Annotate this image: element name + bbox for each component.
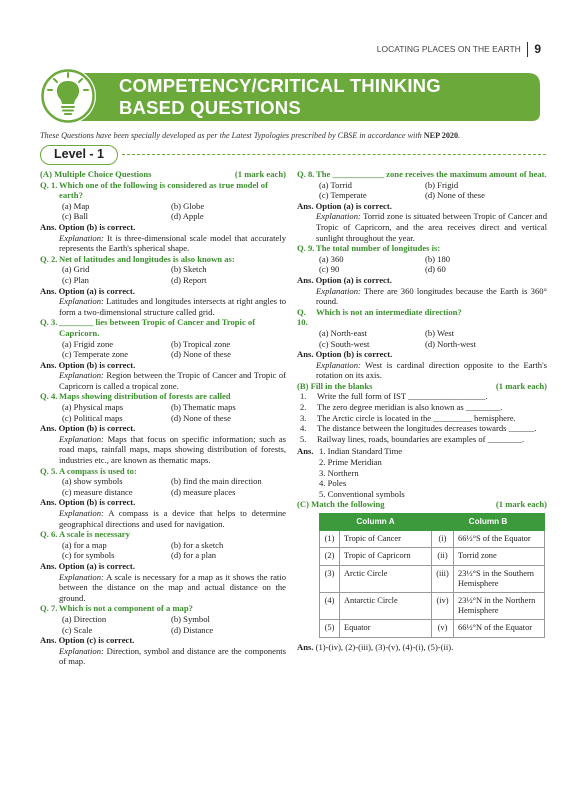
table-row xyxy=(320,593,545,620)
intro-nep: NEP 2020 xyxy=(423,131,459,140)
option-b: (b) West xyxy=(425,327,454,338)
intro-main: These Questions have been specially developed as per the Latest Typologies prescribed by CBSE in accordance with xyxy=(40,131,424,140)
explanation-text: It is three-dimensional scale model that accurately represents the Earth's spherical shape. xyxy=(59,232,286,254)
explanation xyxy=(40,233,286,254)
explanation xyxy=(40,296,286,317)
question-block-10 xyxy=(297,307,547,381)
option-b: (b) Sketch xyxy=(171,264,207,275)
cell: (ii) xyxy=(432,548,454,565)
explanation xyxy=(40,434,286,466)
question-text: Maps showing distribution of forests are called xyxy=(59,391,231,402)
explanation-text: Latitudes and longitudes intersects at right angles to form a two-dimensional structure called grid. xyxy=(59,296,286,317)
question-stem xyxy=(40,317,286,338)
cell: (1) xyxy=(320,531,340,548)
question-stem xyxy=(297,169,547,180)
question-stem xyxy=(297,307,547,328)
explanation-text: Maps that focus on specific information; such as road maps, rainfall maps, maps showing distribution of forests, industries etc., are known as thematic maps. xyxy=(59,433,286,466)
explanation-label: Explanation: xyxy=(59,645,104,656)
option-a: (a) Direction xyxy=(62,613,107,624)
section-a-heading xyxy=(40,169,286,180)
blank-text: Write the full form of IST __________________. xyxy=(317,391,488,402)
explanation-text: A compass is a device that helps to determine geographical directions and used for navigation. xyxy=(59,508,286,529)
options-row xyxy=(297,339,547,350)
options-row xyxy=(297,264,547,275)
blank-item xyxy=(297,434,547,445)
section-banner xyxy=(40,67,543,125)
options-row xyxy=(40,614,286,625)
question-block-2 xyxy=(40,254,286,318)
question-text: Net of latitudes and longitudes is also known as: xyxy=(59,253,235,264)
explanation-label: Explanation: xyxy=(59,370,104,381)
blank-number: 1. xyxy=(300,391,307,402)
explanation-text: There are 360 longitudes because the Earth is 360° round. xyxy=(316,285,547,307)
cell: (3) xyxy=(320,565,340,592)
running-title: LOCATING PLACES ON THE EARTH xyxy=(376,44,521,55)
option-d: (d) Distance xyxy=(171,624,214,635)
question-stem xyxy=(40,529,286,540)
question-block-5 xyxy=(40,466,286,530)
explanation xyxy=(297,211,547,243)
option-a: (a) Map xyxy=(62,200,90,211)
options-row xyxy=(40,201,286,212)
explanation-text: Region between the Tropic of Cancer and Tropic of Capricorn is called a tropical zone. xyxy=(59,370,286,391)
options-row xyxy=(40,550,286,561)
question-stem xyxy=(40,466,286,477)
blank-number: 2. xyxy=(300,402,307,413)
option-d: (d) Report xyxy=(171,274,207,285)
question-number: Q. 4. xyxy=(40,391,58,402)
question-text: Which one of the following is considered as true model of earth? xyxy=(59,179,268,201)
question-stem xyxy=(40,254,286,265)
blank-number: 4. xyxy=(300,423,307,434)
blank-number: 3. xyxy=(300,412,307,423)
banner-title xyxy=(119,75,441,119)
explanation xyxy=(297,286,547,307)
blank-text: The Arctic circle is located in the _________ hemisphere. xyxy=(317,412,516,423)
explanation xyxy=(40,370,286,391)
question-text: The total number of longitudes is: xyxy=(316,243,441,254)
option-d: (d) 60 xyxy=(425,264,446,275)
running-header xyxy=(377,42,541,57)
question-number: Q. 5. xyxy=(40,465,58,476)
level-heading xyxy=(40,143,546,167)
level-badge: Level - 1 xyxy=(40,145,118,165)
option-b: (b) find the main direction xyxy=(171,476,262,487)
section-a-title: (A) Multiple Choice Questions xyxy=(40,169,152,179)
answer-line: Ans. Option (b) is correct. xyxy=(40,221,136,232)
cell: 23½°S in the Southern Hemisphere xyxy=(454,565,545,592)
question-block-7 xyxy=(40,603,286,667)
options-row xyxy=(297,190,547,201)
option-b: (b) Frigid xyxy=(425,179,459,190)
options-row xyxy=(40,402,286,413)
cell: Tropic of Capricorn xyxy=(340,548,432,565)
explanation-text: Torrid zone is situated between Tropic of Cancer and Tropic of Capricorn, and the area receives direct and vertical sunlight throughout the year. xyxy=(316,211,547,243)
question-number: Q. 9. xyxy=(297,243,315,254)
explanation-text: West is cardinal direction opposite to the Earth's rotation on its axis. xyxy=(316,359,547,381)
explanation-label: Explanation: xyxy=(59,571,104,582)
question-number: Q. 1. xyxy=(40,179,58,190)
option-d: (d) None of these xyxy=(171,412,231,423)
explanation-label: Explanation: xyxy=(59,296,104,307)
cell: (iii) xyxy=(432,565,454,592)
question-block-6 xyxy=(40,529,286,603)
cell: (v) xyxy=(432,620,454,637)
explanation-label: Explanation: xyxy=(59,232,104,243)
question-stem xyxy=(297,243,547,254)
options-row xyxy=(40,264,286,275)
blank-text: The zero degree meridian is also known as ________. xyxy=(317,402,503,413)
table-row xyxy=(320,548,545,565)
explanation-label: Explanation: xyxy=(316,285,361,296)
option-c: (c) measure distance xyxy=(62,486,133,497)
question-block-4 xyxy=(40,391,286,465)
banner-title-line2: BASED QUESTIONS xyxy=(119,97,301,118)
cell: 66½°S of the Equator xyxy=(454,531,545,548)
right-column xyxy=(297,169,547,652)
blank-item xyxy=(297,413,547,424)
explanation-text: Direction, symbol and distance are the components of map. xyxy=(59,645,286,667)
cell: (i) xyxy=(432,531,454,548)
question-number: Q. 2. xyxy=(40,253,58,264)
cell: (iv) xyxy=(432,593,454,620)
question-stem xyxy=(40,180,286,201)
section-b-marks: (1 mark each) xyxy=(495,380,547,391)
option-a: (a) Torrid xyxy=(319,179,352,190)
intro-text xyxy=(40,131,546,142)
section-c-heading xyxy=(297,499,547,510)
option-b: (b) Symbol xyxy=(171,613,210,624)
option-d: (d) North-west xyxy=(425,338,476,349)
answer-line: Ans. Option (b) is correct. xyxy=(40,497,136,508)
explanation-label: Explanation: xyxy=(316,211,361,222)
match-answer-text: (1)-(iv), (2)-(iii), (3)-(v), (4)-(i), (5)-(ii). xyxy=(315,641,454,652)
option-a: (a) Grid xyxy=(62,264,90,275)
intro-end: . xyxy=(458,131,461,140)
question-stem xyxy=(40,603,286,614)
option-d: (d) Apple xyxy=(171,211,204,222)
option-d: (d) None of these xyxy=(425,190,485,201)
cell: Tropic of Cancer xyxy=(340,531,432,548)
blank-answer: 5. Conventional symbols xyxy=(319,488,405,499)
question-number: Q. 3. xyxy=(40,317,58,328)
explanation-label: Explanation: xyxy=(59,433,104,444)
explanation-text: A scale is necessary for a map as it shows the ratio between the distance on the map and actual distance on the ground. xyxy=(59,571,286,603)
cell: (5) xyxy=(320,620,340,637)
option-a: (a) North-east xyxy=(319,327,367,338)
cell: (4) xyxy=(320,593,340,620)
option-b: (b) 180 xyxy=(425,253,451,264)
options-row xyxy=(40,211,286,222)
options-row xyxy=(40,275,286,286)
options-row xyxy=(40,540,286,551)
cell: 23½°N in the Northern Hemisphere xyxy=(454,593,545,620)
table-row xyxy=(320,620,545,637)
question-number: Q. 7. xyxy=(40,603,58,614)
option-b: (b) for a sketch xyxy=(171,539,224,550)
column-a-header: Column A xyxy=(320,514,432,531)
answer-line: Ans. Option (c) is correct. xyxy=(40,635,135,646)
option-d: (d) for a plan xyxy=(171,550,217,561)
cell: Antarctic Circle xyxy=(340,593,432,620)
explanation xyxy=(40,508,286,529)
table-row xyxy=(320,565,545,592)
blank-text: The distance between the longitudes decreases towards ______. xyxy=(317,423,537,434)
question-text: A scale is necessary xyxy=(59,529,130,540)
option-a: (a) for a map xyxy=(62,539,107,550)
question-number: Q. 6. xyxy=(40,529,58,540)
option-a: (a) Frigid zone xyxy=(62,338,114,349)
options-row xyxy=(40,625,286,636)
question-block-1 xyxy=(40,180,286,254)
options-row xyxy=(40,339,286,350)
match-answer xyxy=(297,642,547,653)
explanation xyxy=(297,360,547,381)
blank-item xyxy=(297,391,547,402)
option-b: (b) Thematic maps xyxy=(171,402,236,413)
answer-line: Ans. Option (a) is correct. xyxy=(40,560,135,571)
column-b-header: Column B xyxy=(432,514,545,531)
blank-answer: 3. Northern xyxy=(319,467,359,478)
blank-text: Railway lines, roads, boundaries are examples of ________. xyxy=(317,433,525,444)
question-block-9 xyxy=(297,243,547,307)
blank-number: 5. xyxy=(300,433,307,444)
option-c: (c) for symbols xyxy=(62,550,115,561)
cell: Arctic Circle xyxy=(340,565,432,592)
fill-blanks-list xyxy=(297,391,547,444)
cell: 66½°N of the Equator xyxy=(454,620,545,637)
match-answer-label: Ans. xyxy=(297,641,314,652)
options-row xyxy=(297,328,547,339)
option-d: (d) None of these xyxy=(171,349,231,360)
blank-item xyxy=(297,423,547,434)
answer-line: Ans. Option (a) is correct. xyxy=(297,200,392,211)
option-c: (c) Political maps xyxy=(62,412,123,423)
answer-line: Ans. Option (a) is correct. xyxy=(40,285,135,296)
option-c: (c) Ball xyxy=(62,211,89,222)
option-c: (c) Temperate zone xyxy=(62,349,129,360)
option-c: (c) Temperate xyxy=(319,190,367,201)
options-row xyxy=(40,413,286,424)
answer-line: Ans. Option (b) is correct. xyxy=(40,359,136,370)
explanation xyxy=(40,572,286,604)
option-b: (b) Globe xyxy=(171,200,205,211)
option-c: (c) Scale xyxy=(62,624,93,635)
section-c-marks: (1 mark each) xyxy=(495,499,547,510)
options-row xyxy=(297,180,547,191)
question-text: The ____________ zone receives the maximum amount of heat. xyxy=(316,169,547,179)
blank-answer: 2. Prime Meridian xyxy=(319,457,382,468)
explanation-label: Explanation: xyxy=(316,359,361,370)
blank-item xyxy=(297,402,547,413)
option-c: (c) South-west xyxy=(319,338,370,349)
question-number: Q. 10. xyxy=(297,306,308,328)
question-stem xyxy=(40,391,286,402)
left-column xyxy=(40,169,286,667)
option-c: (c) Plan xyxy=(62,274,89,285)
page-number: 9 xyxy=(534,42,541,57)
explanation-label: Explanation: xyxy=(59,508,104,518)
question-block-8 xyxy=(297,169,547,243)
option-a: (a) show symbols xyxy=(62,476,123,487)
cell: Equator xyxy=(340,620,432,637)
blanks-answer-label: Ans. xyxy=(297,446,314,457)
options-row xyxy=(297,254,547,265)
option-a: (a) Physical maps xyxy=(62,402,124,413)
blanks-answers xyxy=(297,446,547,499)
option-d: (d) measure places xyxy=(171,486,236,497)
option-b: (b) Tropical zone xyxy=(171,338,231,349)
question-text: A compass is used to: xyxy=(59,465,137,476)
cell: (2) xyxy=(320,548,340,565)
blank-answer: 4. Poles xyxy=(319,478,347,489)
header-divider xyxy=(527,42,529,57)
question-text: Which is not a component of a map? xyxy=(59,603,193,614)
option-c: (c) 90 xyxy=(319,264,340,275)
option-a: (a) 360 xyxy=(319,253,344,264)
options-row xyxy=(40,487,286,498)
blank-answer: 1. Indian Standard Time xyxy=(319,446,403,457)
cell: Torrid zone xyxy=(454,548,545,565)
section-b-title: (B) Fill in the blanks xyxy=(297,380,373,391)
table-row xyxy=(320,531,545,548)
section-c-title: (C) Match the following xyxy=(297,499,385,510)
level-dashed-rule xyxy=(122,154,546,155)
answer-line: Ans. Option (b) is correct. xyxy=(297,349,393,360)
section-a-marks: (1 mark each) xyxy=(234,169,286,179)
explanation xyxy=(40,646,286,667)
question-block-3 xyxy=(40,317,286,391)
question-text: ________ lies between Tropic of Cancer and Tropic of Capricorn. xyxy=(59,317,256,338)
answer-line: Ans. Option (b) is correct. xyxy=(40,423,136,434)
match-table-header xyxy=(320,514,545,531)
options-row xyxy=(40,476,286,487)
match-table xyxy=(319,513,545,638)
options-row xyxy=(40,349,286,360)
question-number: Q. 8. xyxy=(297,169,315,179)
section-b-heading xyxy=(297,381,547,392)
question-text: Which is not an intermediate direction? xyxy=(316,306,462,317)
answer-line: Ans. Option (a) is correct. xyxy=(297,274,392,285)
banner-title-line1: COMPETENCY/CRITICAL THINKING xyxy=(119,75,441,96)
